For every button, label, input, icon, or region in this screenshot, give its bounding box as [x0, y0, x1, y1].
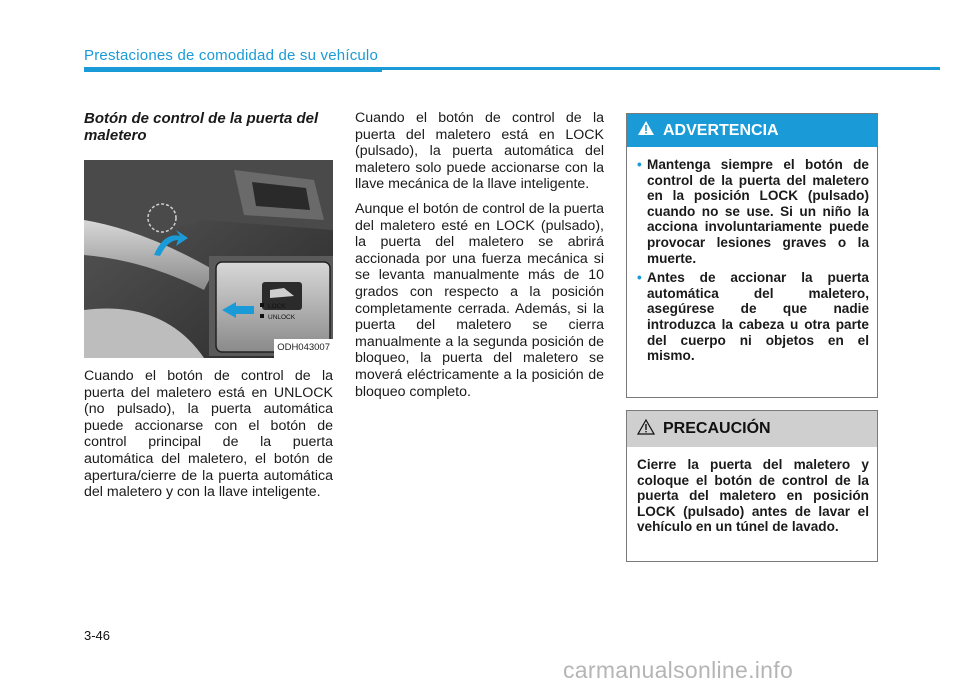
warning-item: • Mantenga siempre el botón de control de la puerta del maletero en la posición LOCK (pulsado) cuando no se use. Si un niño la acciona involuntariamente puede provocar lesiones graves o la muerte.	[637, 157, 869, 266]
paragraph-lock: Cuando el botón de control de la puerta del maletero está en LOCK (pulsado), la puerta automática del maletero solo puede accionarse con la llave mecánica de la llave inteligente.	[355, 110, 604, 193]
caution-box	[626, 410, 878, 562]
figure-code: ODH043007	[274, 339, 333, 358]
paragraph-mechanical: Aunque el botón de control de la puerta del maletero esté en LOCK (pulsado), la puerta del maletero se abrirá accionada por una fuerza mecánica si se levanta manualmente más de 10 grados con respecto a la posición completamente cerrada. Además, si la puerta del maletero se cierra manualmente a la segunda posición de bloqueo, la puerta del maletero se moverá eléctricamente a la posición de bloqueo completo.	[355, 200, 604, 400]
header-title: Prestaciones de comodidad de su vehículo	[84, 47, 379, 64]
bullet-icon: •	[637, 270, 642, 286]
lock-label: LOCK	[268, 303, 286, 310]
caution-text: Cierre la puerta del maletero y coloque el botón de control de la puerta del maletero en posición LOCK (pulsado) antes de lavar el vehículo en un túnel de lavado.	[637, 457, 869, 535]
section-title: Botón de control de la puerta del maletero	[84, 110, 319, 144]
page-number: 3-46	[84, 628, 111, 643]
paragraph-unlock: Cuando el botón de control de la puerta del maletero está en UNLOCK (no pulsado), la puerta automática puede accionarse con el botón de control principal de la puerta automática del maletero, el botón de apertura/cierre de la puerta automática del maletero y con la llave inteligente.	[84, 368, 333, 501]
warning-title: ADVERTENCIA	[663, 121, 779, 139]
caution-header	[627, 411, 877, 447]
photo-illustration	[84, 160, 333, 358]
column-left	[84, 110, 333, 509]
column-middle	[355, 110, 604, 408]
bullet-icon: •	[637, 157, 642, 172]
watermark: carmanualsonline.info	[563, 657, 794, 683]
warning-header	[627, 114, 877, 147]
warning-list	[637, 157, 869, 364]
warning-triangle-icon	[637, 120, 655, 141]
caution-triangle-icon	[637, 419, 655, 440]
warning-box	[626, 113, 878, 398]
unlock-label: UNLOCK	[268, 314, 296, 321]
tailgate-button-photo	[84, 160, 333, 358]
caution-title: PRECAUCIÓN	[663, 420, 771, 437]
warning-item: • Antes de accionar la puerta automática del maletero, asegúrese de que nadie introduzca la cabeza u otra parte del cuerpo ni objetos en el mismo.	[637, 270, 869, 364]
header-rule-accent	[84, 67, 382, 72]
